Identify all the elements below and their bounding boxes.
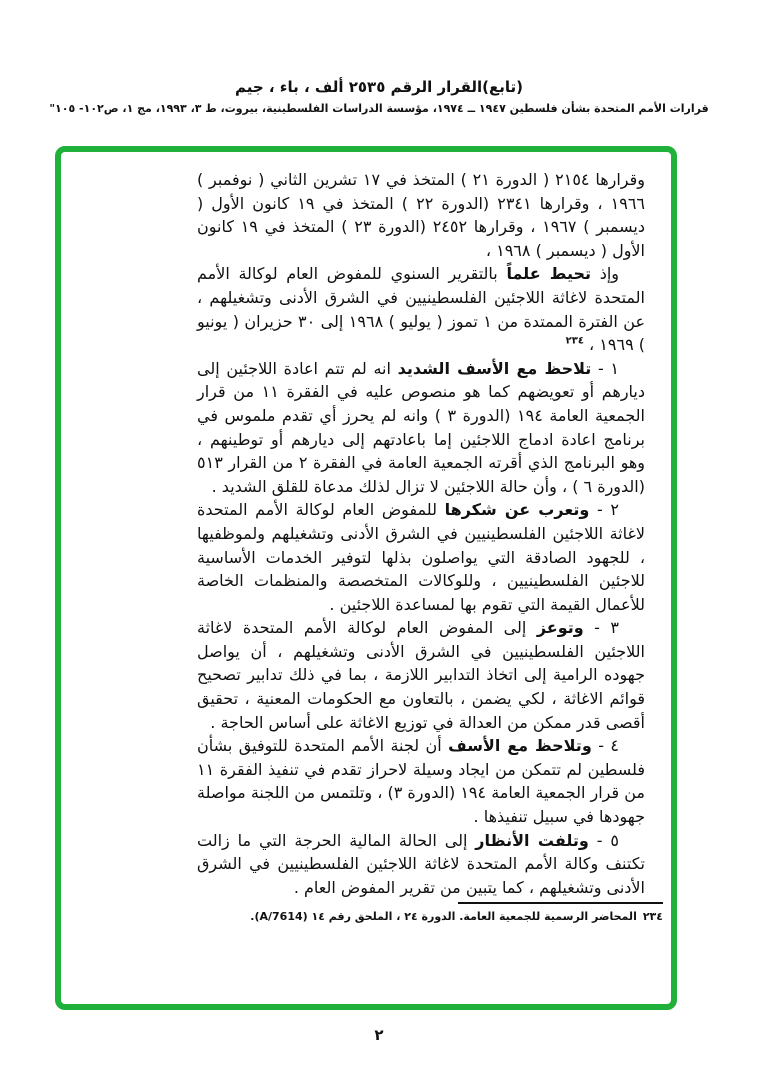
- page-header: [0, 78, 758, 115]
- paragraph-bold-phrase: وتلفت الأنظار: [475, 830, 589, 850]
- paragraph-taking-note: [197, 262, 645, 356]
- paragraph-bold-phrase: تحيط علماً: [506, 264, 592, 284]
- paragraph-text: إلى المفوض العام لوكالة الأمم المتحدة لاغاثة اللاجئين الفلسطينيين في الشرق الأدنى وتشغيلهم ، أن يواصل جهوده الرامية إلى اتخاذ التدابير اللازمة ، بما في ذلك تدابير تصحيح قوائم الاغاثة ، لكي يضمن ، بالتعاون مع الحكومات المعنية ، تحقيق أقصى قدر ممكن من العدالة في توزيع الاغاثة على أساس الحاجة .: [197, 618, 645, 732]
- paragraph-text: وقرارها ٢١٥٤ ( الدورة ٢١ ) المتخذ في ١٧ تشرين الثاني ( نوفمبر ) ١٩٦٦ ، وقرارها ٢٣٤١ (الدورة ٢٢ ) المتخذ في ١٩ كانون الأول ( ديسمبر ) ١٩٦٧ ، وقرارها ٢٤٥٢ (الدورة ٢٣ ) المتخذ في ١٩ كانون الأول ( ديسمبر ) ١٩٦٨ ،: [197, 170, 646, 260]
- paragraph-text: أن لجنة الأمم المتحدة للتوفيق بشأن فلسطين لم تتمكن من ايجاد وسيلة لاحراز تقدم في تنفيذ الفقرة ١١ من قرار الجمعية العامة ١٩٤ (الدورة ٣) ، وتلتمس من اللجنة مواصلة جهودها في سبيل تنفيذها .: [197, 736, 646, 827]
- footnote-separator: [458, 902, 663, 904]
- paragraph-bold-phrase: وتلاحظ مع الأسف: [448, 736, 592, 756]
- paragraph-preamble-resolutions: [197, 168, 645, 262]
- resolution-title: (تابع)القرار الرقم ٢٥٣٥ ألف ، باء ، جيم: [234, 78, 524, 96]
- paragraph-item-2: [197, 498, 645, 616]
- paragraph-item-5: [197, 829, 645, 900]
- paragraph-item-3: [197, 616, 645, 734]
- footnote-text: [243, 910, 663, 924]
- item-number: ١ -: [591, 358, 619, 378]
- item-number: ٣ -: [583, 618, 619, 638]
- paragraph-text: إلى الحالة المالية الحرجة التي ما زالت تكتنف وكالة الأمم المتحدة لاغاثة اللاجئين الفلسطينيين في الشرق الأدنى وتشغيلهم ، كما يتبين من تقرير المفوض العام .: [197, 830, 645, 897]
- item-number: ٢ -: [589, 500, 620, 520]
- footnote-number: ٢٣٤: [642, 910, 663, 923]
- footnote-reference: ٢٣٤: [565, 335, 584, 347]
- paragraph-text: انه لم تتم اعادة اللاجئين إلى ديارهم أو تعويضهم كما هو منصوص عليه في الفقرة ١١ من قرار الجمعية العامة ١٩٤ (الدورة ٣ ) وانه لم يحرز أي تقدم ملموس في برنامج اعادة ادماج اللاجئين إما باعادتهم إلى ديارهم أو توطينهم ، وهو البرنامج الذي أقرته الجمعية العامة في الفقرة ٢ من القرار ٥١٣ (الدورة ٦ ) ، وأن حالة اللاجئين لا تزال لذلك مدعاة للقلق الشديد .: [197, 358, 645, 496]
- footnote-citation: المحاضر الرسمية للجمعية العامة. الدورة ٢٤ ، الملحق رقم ١٤ (A/7614).: [250, 910, 637, 923]
- item-number: ٥ -: [588, 830, 620, 850]
- resolution-body: [197, 168, 645, 899]
- item-number: ٤ -: [591, 736, 619, 756]
- footnote-block: [243, 902, 663, 924]
- paragraph-item-4: [197, 734, 645, 828]
- paragraph-text: للمفوض العام لوكالة الأمم المتحدة لاغاثة اللاجئين الفلسطينيين في الشرق الأدنى وتشغيلهم ولموظفيها ، للجهود الصادقة التي يواصلون بذلها لتوفير الخدمات الأساسية للاجئين الفلسطينيين ، وللوكالات المتخصصة والمنظمات الخاصة للأعمال القيمة التي تقوم بها لمساعدة اللاجئين .: [197, 500, 645, 614]
- page-number: ٢: [374, 1026, 384, 1044]
- paragraph-lead: وإذ: [591, 264, 620, 284]
- source-citation: قرارات الأمم المتحدة بشأن فلسطين ١٩٤٧ ــ ١٩٧٤، مؤسسة الدراسات الفلسطينية، بيروت، ط ٣، ١٩٩٣، مج ١، ص١٠٢- ١٠٥": [49, 102, 709, 115]
- paragraph-bold-phrase: تلاحظ مع الأسف الشديد: [397, 358, 592, 378]
- paragraph-text: بالتقرير السنوي للمفوض العام لوكالة الأمم المتحدة لاغاثة اللاجئين الفلسطينيين في الشرق الأدنى وتشغيلهم ، عن الفترة الممتدة من ١ تموز ( يوليو ) ١٩٦٨ إلى ٣٠ حزيران ( يونيو ) ١٩٦٩ ،: [197, 264, 646, 355]
- paragraph-bold-phrase: وتوعز: [536, 618, 584, 638]
- paragraph-bold-phrase: وتعرب عن شكرها: [444, 500, 590, 520]
- paragraph-item-1: [197, 357, 645, 499]
